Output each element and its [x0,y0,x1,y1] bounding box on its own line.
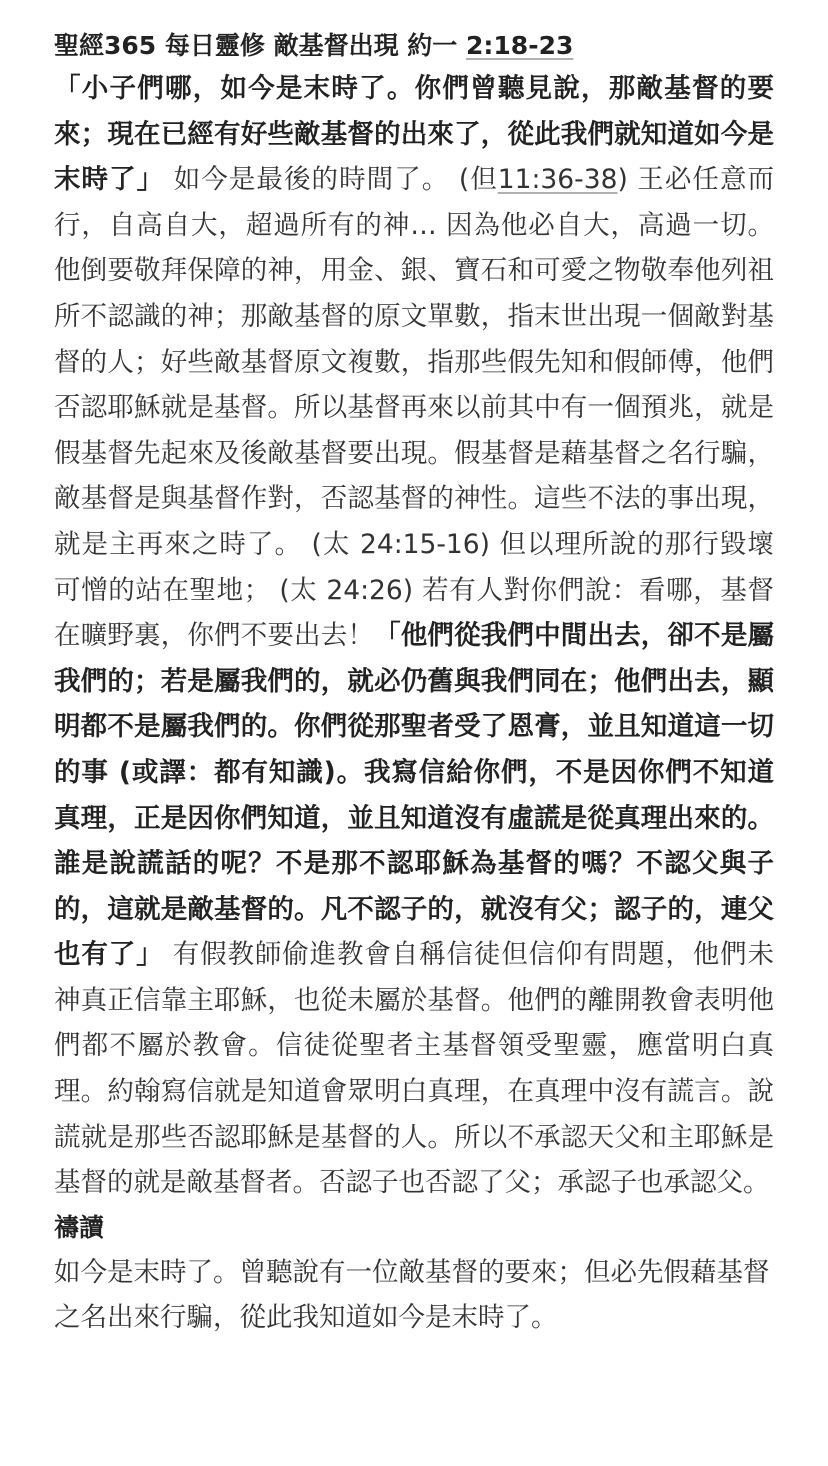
scripture-quote-1: 「小子們哪，如今是末時了。你們曾聽見說，那敵基督的要來；現在已經有好些敵基督的出來了，從此我們就知道如今是末時了」 [54,73,774,196]
scripture-quote-2: 「他們從我們中間出去，卻不是屬我們的；若是屬我們的，就必仍舊與我們同在；他們出去，顯明都不是屬我們的。你們從那聖者受了恩膏，並且知道這一切的事 (或譯：都有知識)。我寫信給你們，不是因你們不知道真理，正是因你們知道，並且知道沒有虛謊是從真理出來的。誰是說謊話的呢？不是那不認耶穌為基督的嗎？不認父與子的，這就是敵基督的。凡不認子的，就沒有父；認子的，連父也有了」 [54,620,775,971]
devotional-body [54,66,774,1206]
title-scripture-link[interactable]: 2:18-23 [466,31,574,60]
page-title [54,26,774,66]
commentary-text-3: 有假教師偷進教會自稱信徒但信仰有問題，他們未神真正信靠主耶穌，也從未屬於基督。他們的離開教會表明他們都不屬於教會。信徒從聖者主基督領受聖靈，應當明白真理。約翰寫信就是知道會眾明白真理，在真理中沒有謊言。說謊就是那些否認耶穌是基督的人。所以不承認天父和主耶穌是基督的就是敵基督者。否認子也否認了父；承認子也承認父。 [54,939,775,1199]
prayer-text: 如今是末時了。曾聽說有一位敵基督的要來；但必先假藉基督之名出來行騙，從此我知道如今是末時了。 [54,1256,770,1334]
title-text: 聖經365 每日靈修 敵基督出現 約一 [54,31,467,60]
commentary-text-2: ) 王必任意而行，自高自大，超過所有的神… 因為他必自大，高過一切。他倒要敬拜保障的神，用金、銀、寶石和可愛之物敬奉他列祖所不認識的神；那敵基督的原文單數，指末世出現一個敵對基督的人；好些敵基督原文複數，指那些假先知和假師傅，他們否認耶穌就是基督。所以基督再來以前其中有一個預兆，就是假基督先起來及後敵基督要出現。假基督是藉基督之名行騙，敵基督是與基督作對，否認基督的神性。這些不法的事出現，就是主再來之時了。 (太 24:15-16) 但以理所說的那行毀壞可憎的站在聖地； (太 24:26) 若有人對你們說：看哪，基督在曠野裏，你們不要出去！ [54,164,774,652]
scripture-ref-link[interactable]: 11:36-38 [497,164,618,196]
prayer-heading: 禱讀 [54,1212,105,1242]
commentary-text-1: 如今是最後的時間了。 (但 [173,164,498,196]
devotional-page [54,26,774,1341]
